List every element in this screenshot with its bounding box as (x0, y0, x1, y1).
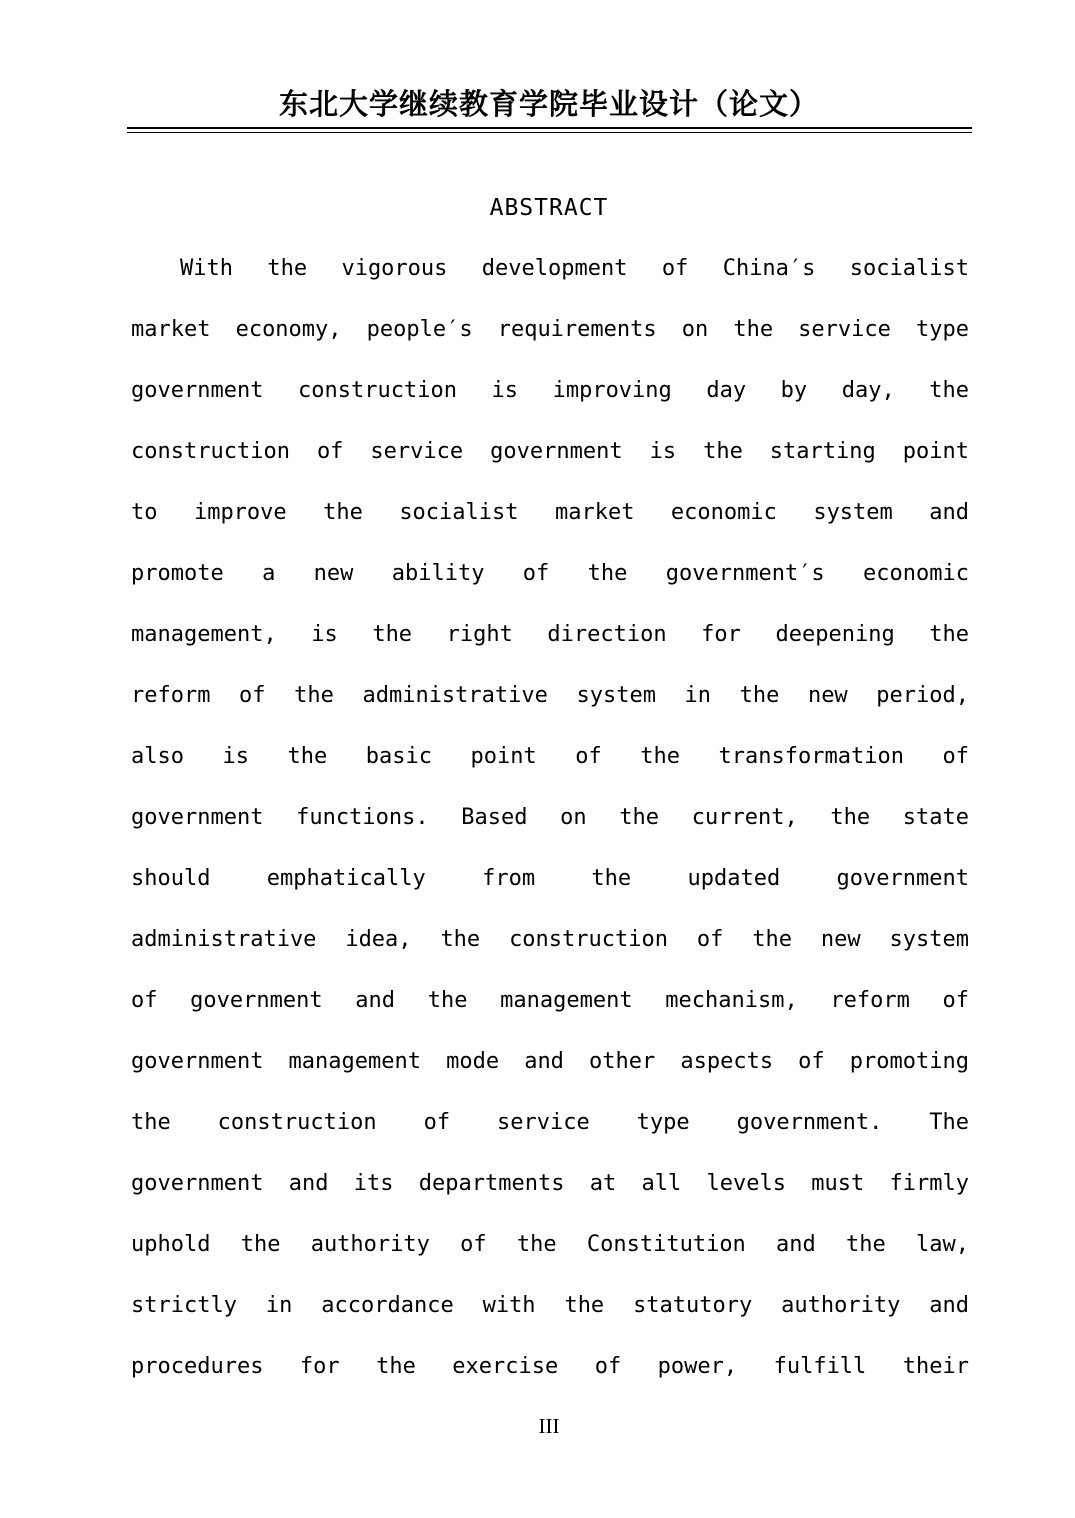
header-rule-thin (127, 132, 972, 133)
abstract-line: construction of service government is the starting point (131, 439, 969, 464)
abstract-line: reform of the administrative system in the new period, (131, 683, 969, 708)
abstract-body (131, 252, 969, 1411)
abstract-line: management, is the right direction for deepening the (131, 622, 969, 647)
abstract-line: With the vigorous development of China′s socialist (180, 256, 969, 281)
abstract-line: strictly in accordance with the statutory authority and (131, 1293, 969, 1318)
abstract-line: government and its departments at all levels must firmly (131, 1171, 969, 1196)
abstract-line: the construction of service type government. The (131, 1110, 969, 1135)
abstract-line: should emphatically from the updated government (131, 866, 969, 891)
abstract-line: market economy, people′s requirements on the service type (131, 317, 969, 342)
abstract-line: government functions. Based on the current, the state (131, 805, 969, 830)
page-number: III (538, 1414, 560, 1438)
abstract-line: government construction is improving day by day, the (131, 378, 969, 403)
abstract-line: procedures for the exercise of power, fulfill their (131, 1354, 969, 1379)
page-header-title: 东北大学继续教育学院毕业设计（论文） (278, 87, 819, 121)
abstract-line: administrative idea, the construction of the new system (131, 927, 969, 952)
abstract-line: promote a new ability of the government′s economic (131, 561, 969, 586)
abstract-heading: ABSTRACT (489, 195, 609, 221)
abstract-line: uphold the authority of the Constitution and the law, (131, 1232, 969, 1257)
abstract-line: also is the basic point of the transformation of (131, 744, 969, 769)
abstract-line: to improve the socialist market economic system and (131, 500, 969, 525)
abstract-line: government management mode and other aspects of promoting (131, 1049, 969, 1074)
header-rule-thick (127, 127, 972, 129)
abstract-line: of government and the management mechanism, reform of (131, 988, 969, 1013)
